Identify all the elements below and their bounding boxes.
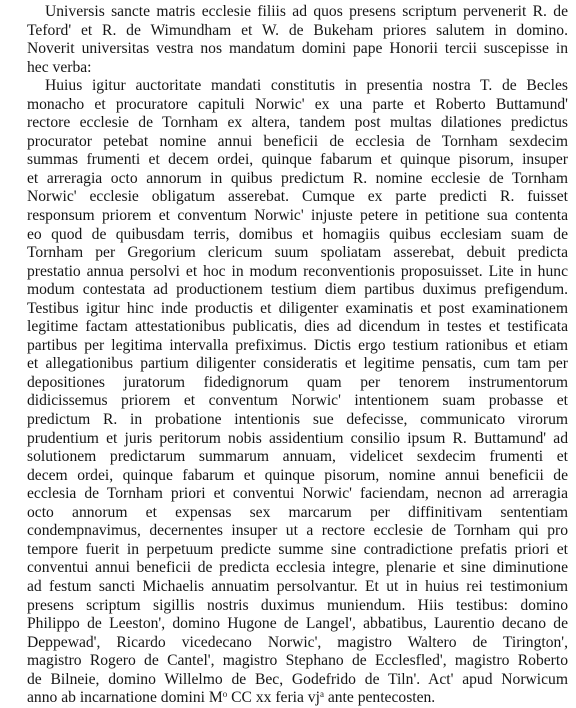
text-line: et allegationibus partium diligenter consideratis et legitime pensatis, cum tam per <box>27 355 568 373</box>
text-line: Noverit universitas vestra nos mandatum domini pape Honorii tercii suscepisse in <box>27 40 568 58</box>
text-line: modum contestata ad productionem testium diem partibus duximus prefigendum. <box>27 281 568 299</box>
text-line: Universis sancte matris ecclesie filiis ad quos presens scriptum pervenerit R. de <box>45 3 568 20</box>
address-paragraph <box>9 3 568 77</box>
text-line: Philippo de Leeston', domino Hugone de Langel', abbatibus, Laurentio decano de <box>27 615 568 633</box>
dating-text: ante pentecosten. <box>323 689 436 707</box>
final-dating-line <box>9 689 568 708</box>
text-line: Deppewad', Ricardo vicedecano Norwic', magistro Waltero de Tirington', <box>27 633 568 651</box>
text-line: didicissemus priorem et conventum Norwic' intentionem suam probasse et <box>27 392 568 410</box>
text-line: eo quod de quibusdam terris, domibus et homagiis quibus ecclesiam suam de <box>27 225 568 243</box>
text-line: magistro Rogero de Cantel', magistro Stephano de Ecclesfled', magistro Roberto <box>27 652 568 670</box>
text-line: de Bilneie, domino Willelmo de Bec, Godefrido de Tiln'. Act' apud Norwicum <box>27 670 568 688</box>
text-line: rectore ecclesie de Tornham ex altera, tandem post multas dilationes predictus <box>27 114 568 132</box>
text-line: predictum R. in probatione intentionis sue defecisse, communicato virorum <box>27 411 568 429</box>
text-line: condempnavimus, decernentes insuper ut a rectore ecclesie de Tornham qui pro <box>27 522 568 540</box>
text-line: legitime factam attestationibus publicatis, dies ad dicendum in testes et testificata <box>27 318 568 336</box>
charter-document <box>9 3 568 708</box>
dating-text: anno ab incarnatione domini M <box>27 689 223 707</box>
text-line: responsum priorem et conventum Norwic' injuste petere in petitione sua contenta <box>27 207 568 225</box>
text-line: Tornham per Gregorium clericum suum spoliatam asserebat, debuit predicta <box>27 244 568 262</box>
text-line: monacho et procuratore capituli Norwic' ex una parte et Roberto Buttamund' <box>27 95 568 113</box>
text-line: prestatio annua persolvi et hoc in modum reconventionis proposuisset. Lite in hunc <box>27 262 568 280</box>
text-line: partibus per legitima intervalla prefiximus. Dictis ergo testium rationibus et etiam <box>27 336 568 354</box>
judgment-paragraph <box>9 77 568 708</box>
text-line: conventui annui beneficii de predicta ecclesia integre, plenarie et sine diminutione <box>27 559 568 577</box>
dating-text: CC xx feria vj <box>227 689 320 707</box>
text-line: solutionem predictarum summarum annuam, videlicet sexdecim frumenti et <box>27 448 568 466</box>
text-line: octo annorum et expensas sex marcarum per diffinitivam sententiam <box>27 503 568 521</box>
text-line: Teford' et R. de Wimundham et W. de Bukeham priores salutem in domino. <box>27 21 568 39</box>
text-line: Testibus igitur hinc inde productis et diligenter examinatis et post examinationem <box>27 299 568 317</box>
text-line: ad festum sancti Michaelis annuatim persolvantur. Et ut in huius rei testimonium <box>27 577 568 595</box>
text-line: tempore fuerit in perpetuum predicte summe sine contradictione prefatis priori et <box>27 540 568 558</box>
text-line: summas frumenti et decem ordei, quinque fabarum et quinque pisorum, insuper <box>27 151 568 169</box>
text-line: et arreragia octo annorum in quibus predictum R. nomine ecclesie de Tornham <box>27 169 568 187</box>
text-line: ecclesia de Tornham priori et conventui Norwic' faciendam, necnon ad arreragia <box>27 485 568 503</box>
text-line: hec verba: <box>27 58 92 76</box>
text-line: decem ordei, quinque fabarum et quinque pisorum, nomine annui beneficii de <box>27 466 568 484</box>
text-line: presens scriptum sigillis nostris duximus muniendum. Hiis testibus: domino <box>27 596 568 614</box>
superscript-a: a <box>319 689 324 700</box>
text-line: procurator petebat nomine annui beneficii de ecclesia de Tornham sexdecim <box>27 132 568 150</box>
superscript-o: o <box>222 689 228 700</box>
text-line: Norwic' ecclesie obligatum asserebat. Cumque ex parte predicti R. fuisset <box>27 188 568 206</box>
text-line: Huius igitur auctoritate mandati constitutis in presentia nostra T. de Becles <box>45 77 568 95</box>
text-line: depositiones juratorum fidedignorum quam per tenorem instrumentorum <box>27 373 568 391</box>
text-line: prudentium et juris peritorum nobis assidentium consilio ipsum R. Buttamund' ad <box>27 429 568 447</box>
